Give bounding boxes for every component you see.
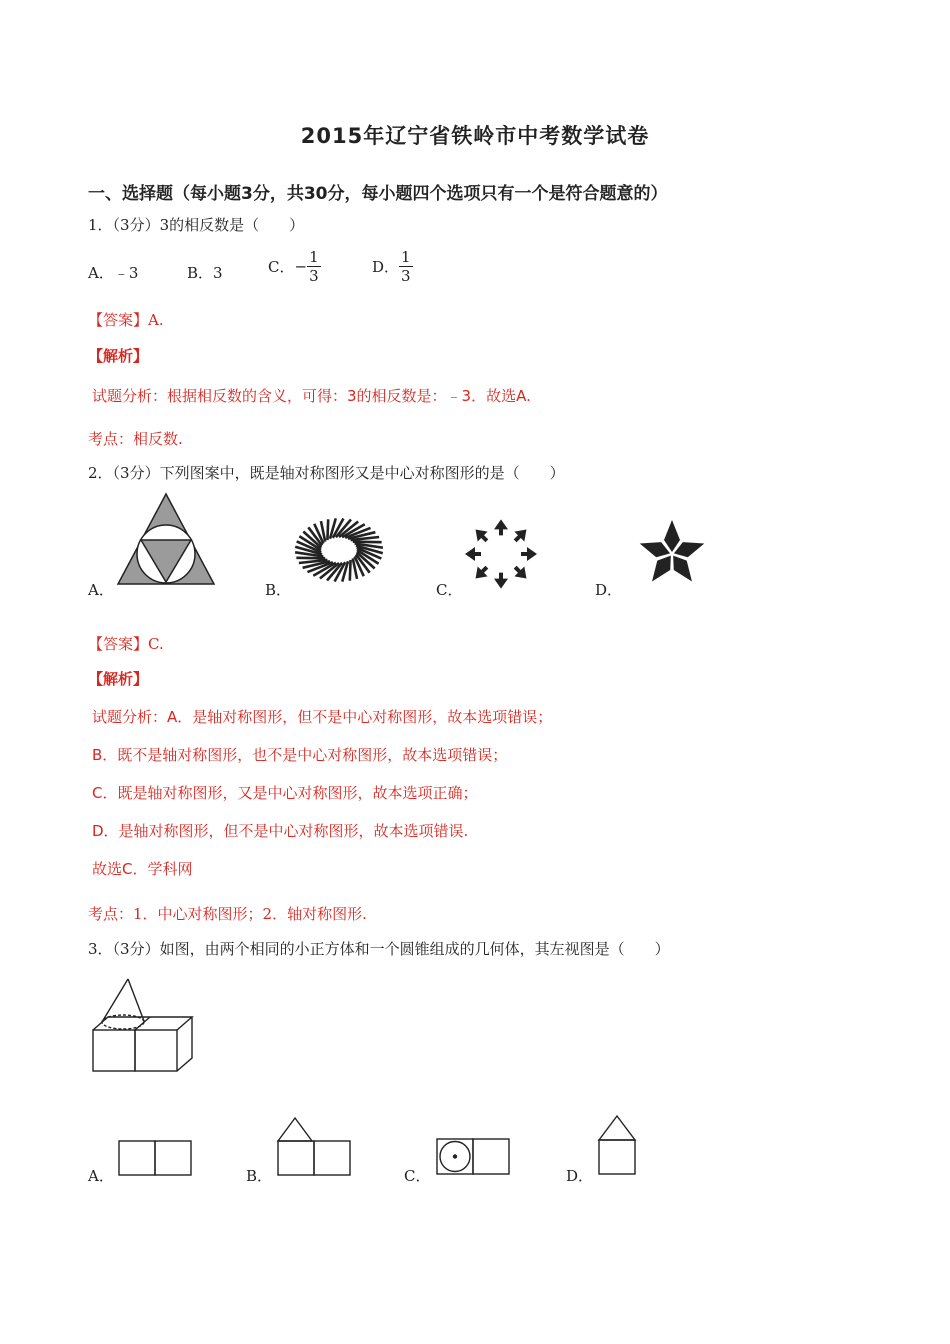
q1-option-c-denominator: 3: [309, 267, 319, 285]
q1-option-d-denominator: 3: [401, 267, 411, 285]
q2-analysis-line-5: 故选C．学科网: [92, 860, 193, 878]
q2-option-b: B．: [265, 581, 292, 599]
arrow-mark: [521, 547, 537, 561]
spiral-stroke: [353, 542, 382, 543]
q1-option-b: B．3: [187, 264, 223, 282]
q2-option-d: D．: [595, 581, 623, 599]
q2-figure-b: [292, 503, 386, 597]
page-title: 2015年辽宁省铁岭市中考数学试卷: [300, 124, 650, 148]
q3-stem: 3．（3分）如图，由两个相同的小正方体和一个圆锥组成的几何体，其左视图是（ ）: [88, 940, 670, 958]
q3-option-c: C．: [404, 1167, 431, 1185]
spiral-stroke: [327, 519, 328, 540]
q2-stem: 2．（3分）下列图案中，既是轴对称图形又是中心对称图形的是（ ）: [88, 464, 565, 482]
arrow-mark: [510, 525, 531, 546]
q3-figure-c: [436, 1138, 512, 1176]
q1-option-c-numerator: 1: [309, 248, 319, 266]
q1-option-c-label: C．: [268, 258, 295, 276]
q1-option-c: [268, 248, 321, 285]
arrow-mark: [465, 547, 481, 561]
q3-figure-d: [598, 1114, 638, 1176]
spiral-stroke: [350, 560, 351, 581]
q1-analysis: 试题分析：根据相反数的含义，可得：3的相反数是：﹣3．故选A.: [92, 387, 531, 405]
q2-analysis-line-1: 试题分析：A．是轴对称图形，但不是中心对称图形，故本选项错误；: [92, 708, 553, 726]
q3-option-a: A．: [88, 1167, 114, 1185]
arrow-mark: [494, 573, 508, 589]
q1-option-d-fraction: [399, 248, 413, 285]
arrow-mark: [471, 562, 492, 583]
q3-option-b: B．: [246, 1167, 273, 1185]
spiral-stroke: [296, 558, 325, 559]
q3-figure-a: [118, 1140, 192, 1176]
q2-analysis-label: 【解析】: [88, 670, 149, 688]
q1-option-c-fraction: [307, 248, 321, 285]
q3-option-d: D．: [566, 1167, 594, 1185]
q2-analysis-line-2: B．既不是轴对称图形，也不是中心对称图形，故本选项错误；: [92, 746, 508, 764]
q1-stem: 1．（3分）3的相反数是（ ）: [88, 216, 305, 234]
q1-option-d-numerator: 1: [401, 248, 411, 266]
q1-option-d: [372, 248, 413, 285]
q1-analysis-label: 【解析】: [88, 347, 149, 365]
q1-option-d-label: D．: [372, 258, 400, 276]
q1-kaodian: 考点：相反数.: [88, 430, 183, 448]
section-heading: 一、选择题（每小题3分，共30分，每小题四个选项只有一个是符合题意的）: [88, 184, 668, 204]
q1-option-c-sign: −: [294, 257, 308, 276]
q1-answer: 【答案】A.: [88, 311, 164, 329]
q2-analysis-line-3: C．既是轴对称图形，又是中心对称图形，故本选项正确；: [92, 784, 478, 802]
q2-answer: 【答案】C.: [88, 635, 164, 653]
q2-kaodian: 考点：1．中心对称图形；2．轴对称图形.: [88, 905, 367, 923]
arrow-mark: [510, 562, 531, 583]
arrow-mark: [494, 519, 508, 535]
arrow-mark: [471, 525, 492, 546]
q2-figure-a: [116, 492, 216, 586]
q1-option-a: A．﹣3: [88, 264, 139, 282]
q2-option-a: A．: [88, 581, 114, 599]
q2-figure-c: [458, 520, 544, 588]
q2-option-c: C．: [436, 581, 463, 599]
q3-figure-b: [276, 1116, 352, 1176]
q2-figure-d: [632, 518, 712, 586]
q2-analysis-line-4: D．是轴对称图形，但不是中心对称图形，故本选项错误.: [92, 822, 469, 840]
q3-solid-figure: [92, 975, 196, 1075]
